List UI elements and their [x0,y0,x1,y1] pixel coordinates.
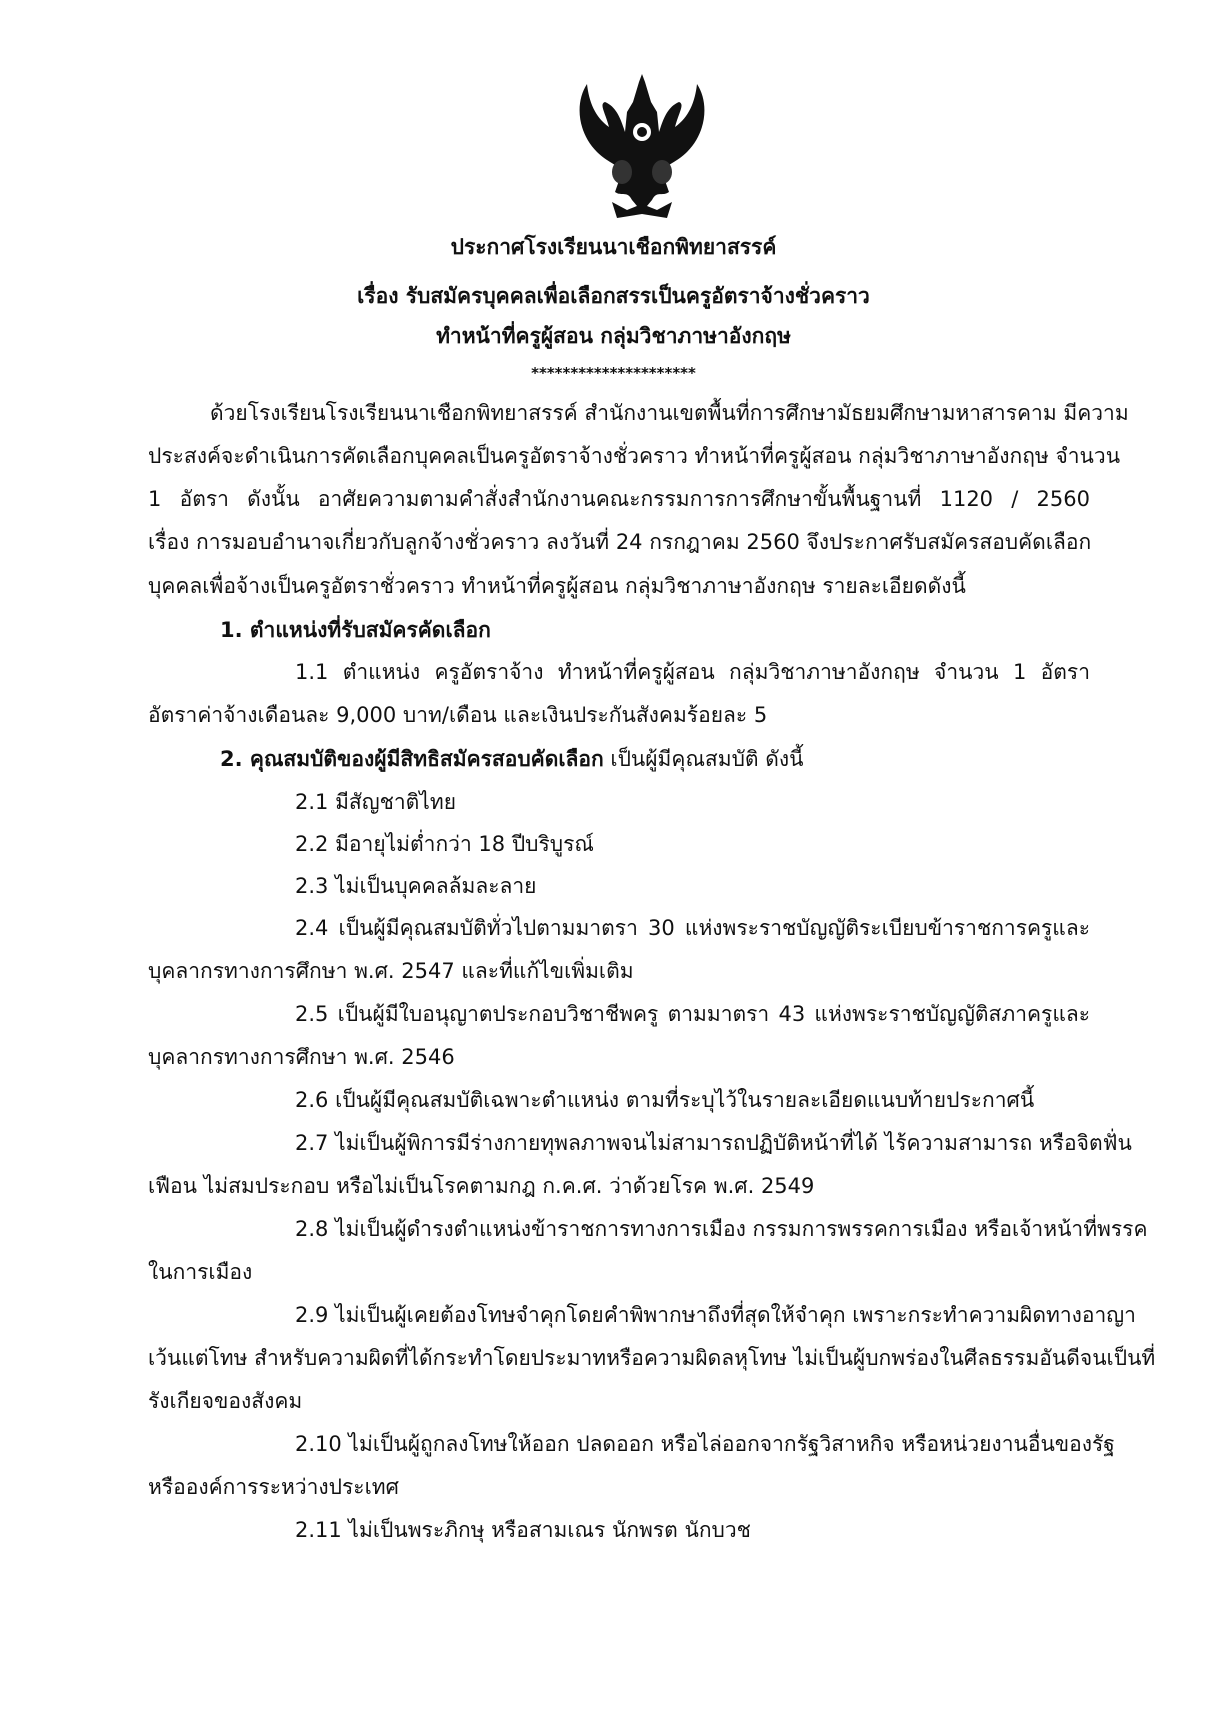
item-2-8-line-1: 2.8 ไม่เป็นผู้ดำรงตำแหน่งข้าราชการทางการเมือง กรรมการพรรคการเมือง หรือเจ้าหน้าที่พรรค [295,1217,1148,1241]
item-2-11: 2.11 ไม่เป็นพระภิกษุ หรือสามเณร นักพรต นักบวช [295,1518,751,1542]
item-2-4-line-1: 2.4 เป็นผู้มีคุณสมบัติทั่วไปตามมาตรา 30 แห่งพระราชบัญญัติระเบียบข้าราชการครูและ [295,916,1090,940]
section-2-heading-suffix: เป็นผู้มีคุณสมบัติ ดังนี้ [603,747,804,771]
item-2-7-line-1: 2.7 ไม่เป็นผู้พิการมีร่างกายทุพลภาพจนไม่สามารถปฏิบัติหน้าที่ได้ ไร้ความสามารถ หรือจิตฟั่น [295,1131,1132,1155]
section-2-heading [220,744,804,774]
item-1-1-line-1: 1.1 ตำแหน่ง ครูอัตราจ้าง ทำหน้าที่ครูผู้สอน กลุ่มวิชาภาษาอังกฤษ จำนวน 1 อัตรา [295,660,1090,684]
garuda-emblem-icon [567,72,717,222]
item-2-5-line-1: 2.5 เป็นผู้มีใบอนุญาตประกอบวิชาชีพครู ตามมาตรา 43 แห่งพระราชบัญญัติสภาครูและ [295,1002,1090,1026]
item-2-8-line-2: ในการเมือง [148,1260,253,1284]
item-2-4-line-2: บุคลากรทางการศึกษา พ.ศ. 2547 และที่แก้ไขเพิ่มเติม [148,959,634,983]
separator-asterisks: ********************* [531,364,696,382]
announcement-subject-line2: ทำหน้าที่ครูผู้สอน กลุ่มวิชาภาษาอังกฤษ [436,324,791,348]
item-2-9-line-2: เว้นแต่โทษ สำหรับความผิดที่ได้กระทำโดยประมาทหรือความผิดลหุโทษ ไม่เป็นผู้บกพร่องในศีลธรรมอันดีจนเป็นที่ [148,1346,1156,1370]
item-2-10-line-2: หรือองค์การระหว่างประเทศ [148,1475,399,1499]
announcement-subject: เรื่อง รับสมัครบุคคลเพื่อเลือกสรรเป็นครูอัตราจ้างชั่วคราว [357,284,870,308]
intro-line-1: ด้วยโรงเรียนโรงเรียนนาเชือกพิทยาสรรค์ สำนักงานเขตพื้นที่การศึกษามัธยมศึกษามหาสารคาม มีความ [210,401,1129,425]
section-1-heading: 1. ตำแหน่งที่รับสมัครคัดเลือก [220,618,491,642]
item-2-2: 2.2 มีอายุไม่ต่ำกว่า 18 ปีบริบูรณ์ [295,832,594,856]
item-2-10-line-1: 2.10 ไม่เป็นผู้ถูกลงโทษให้ออก ปลดออก หรือไล่ออกจากรัฐวิสาหกิจ หรือหน่วยงานอื่นของรัฐ [295,1432,1115,1456]
item-1-1-line-2: อัตราค่าจ้างเดือนละ 9,000 บาท/เดือน และเงินประกันสังคมร้อยละ 5 [148,703,768,727]
item-2-1: 2.1 มีสัญชาติไทย [295,790,457,814]
item-2-3: 2.3 ไม่เป็นบุคคลล้มละลาย [295,874,537,898]
item-2-6: 2.6 เป็นผู้มีคุณสมบัติเฉพาะตำแหน่ง ตามที่ระบุไว้ในรายละเอียดแนบท้ายประกาศนี้ [295,1088,1035,1112]
intro-line-3: 1 อัตรา ดังนั้น อาศัยความตามคำสั่งสำนักงานคณะกรรมการการศึกษาขั้นพื้นฐานที่ 1120 / 2560 [148,487,1090,511]
intro-line-2: ประสงค์จะดำเนินการคัดเลือกบุคคลเป็นครูอัตราจ้างชั่วคราว ทำหน้าที่ครูผู้สอน กลุ่มวิชาภาษาอังกฤษ จำนวน [148,444,1121,468]
announcement-title: ประกาศโรงเรียนนาเชือกพิทยาสรรค์ [450,235,777,259]
item-2-9-line-1: 2.9 ไม่เป็นผู้เคยต้องโทษจำคุกโดยคำพิพากษาถึงที่สุดให้จำคุก เพราะกระทำความผิดทางอาญา [295,1303,1136,1327]
section-2-heading-bold: 2. คุณสมบัติของผู้มีสิทธิสมัครสอบคัดเลือก [220,747,604,771]
item-2-5-line-2: บุคลากรทางการศึกษา พ.ศ. 2546 [148,1045,455,1069]
item-2-9-line-3: รังเกียจของสังคม [148,1389,303,1413]
intro-line-4: เรื่อง การมอบอำนาจเกี่ยวกับลูกจ้างชั่วคราว ลงวันที่ 24 กรกฎาคม 2560 จึงประกาศรับสมัครสอบคัดเลือก [148,530,1092,554]
intro-line-5: บุคคลเพื่อจ้างเป็นครูอัตราชั่วคราว ทำหน้าที่ครูผู้สอน กลุ่มวิชาภาษาอังกฤษ รายละเอียดดังนี้ [148,574,966,598]
item-2-7-line-2: เฟือน ไม่สมประกอบ หรือไม่เป็นโรคตามกฎ ก.ค.ศ. ว่าด้วยโรค พ.ศ. 2549 [148,1174,815,1198]
